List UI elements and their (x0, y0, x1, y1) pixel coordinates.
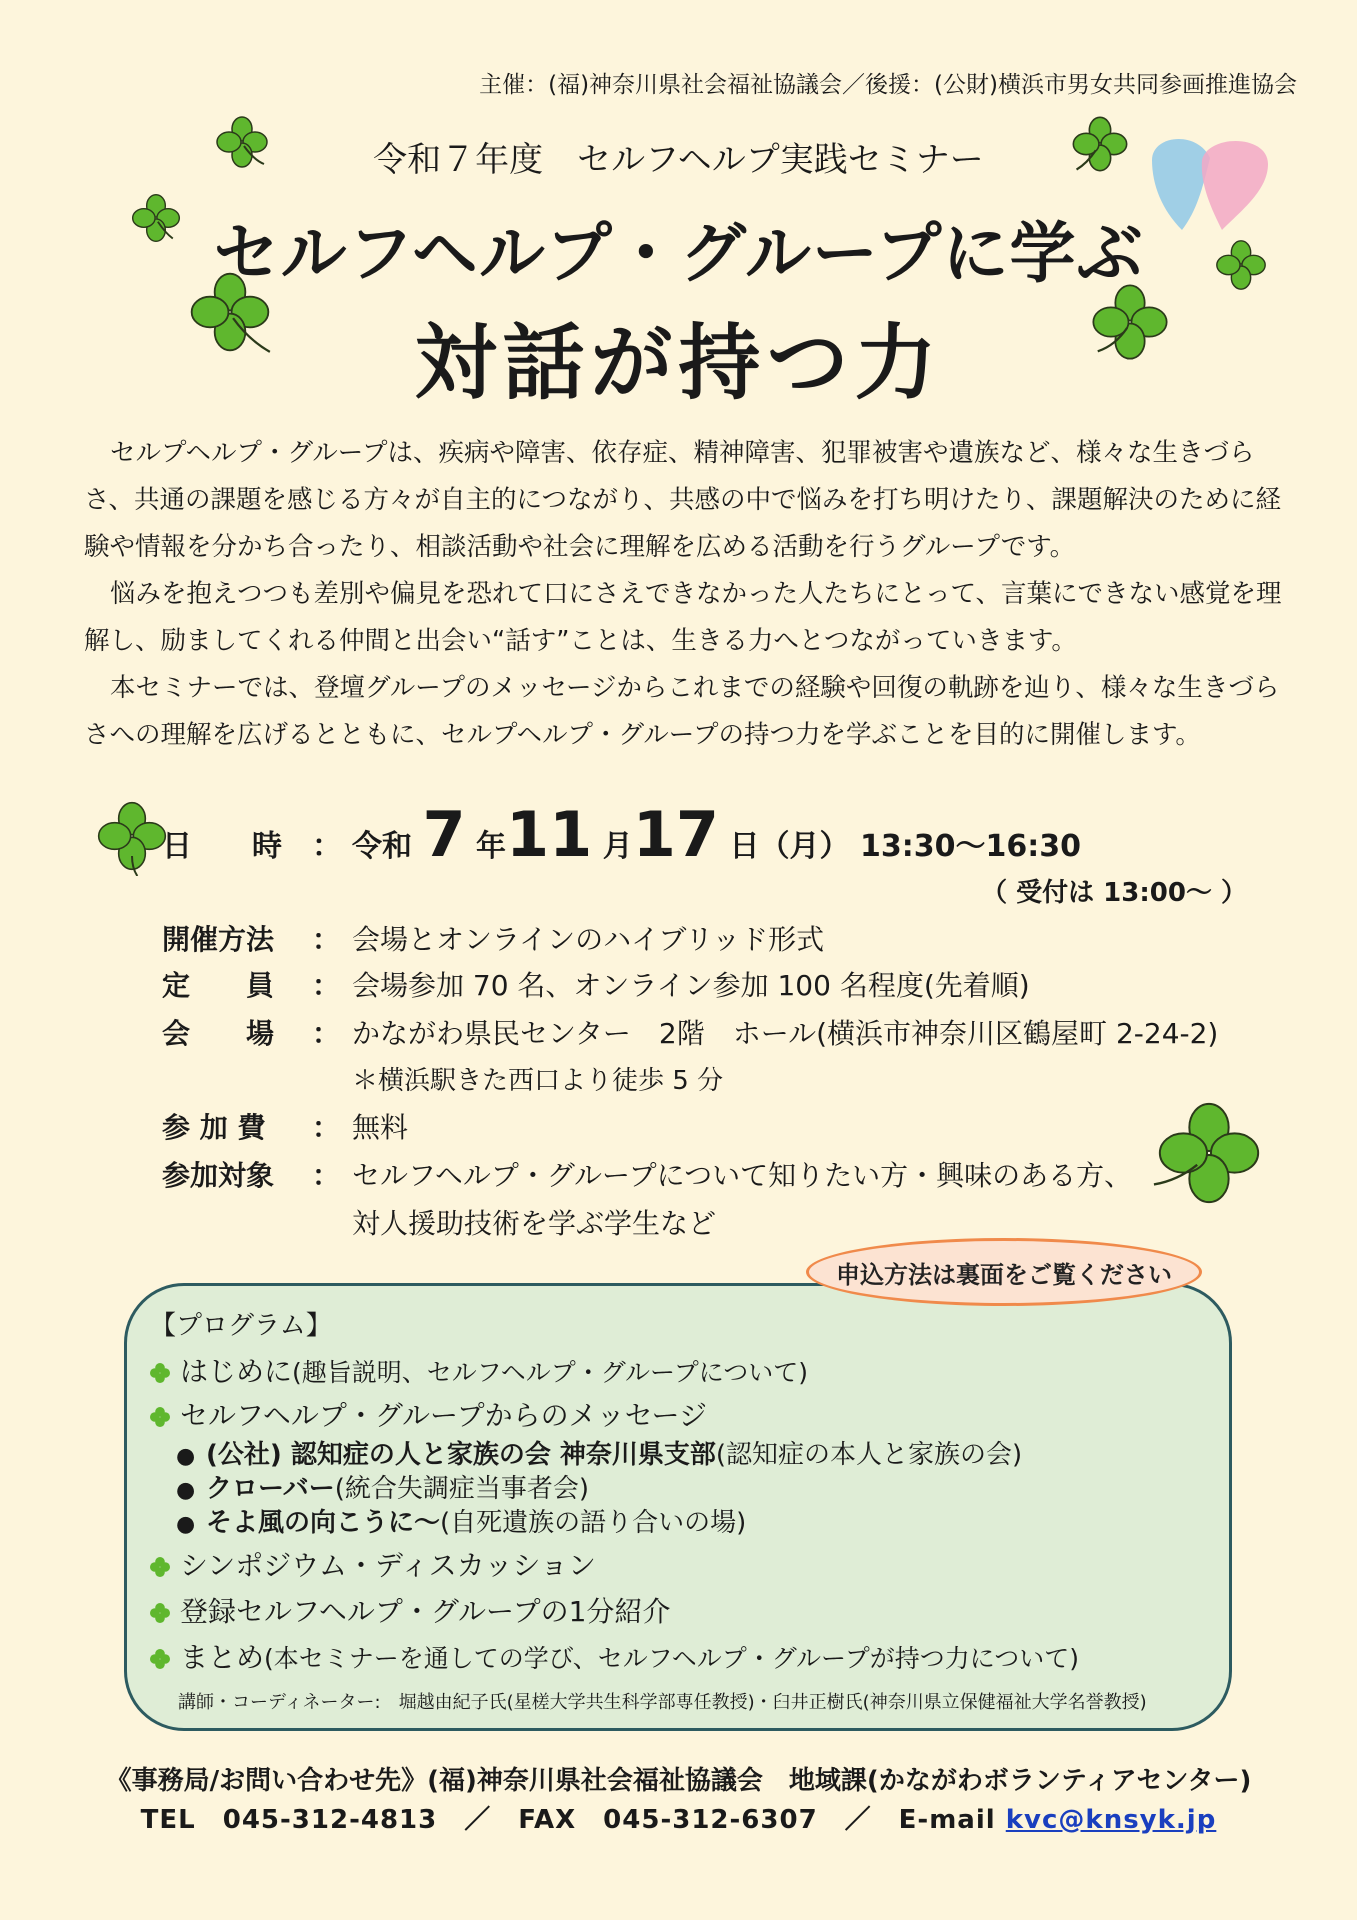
target-label: 参加対象 (162, 1159, 275, 1192)
subitem-detail: (自死遺族の語り合いの場) (440, 1508, 747, 1538)
subitem-detail: (認知症の本人と家族の会) (715, 1440, 1023, 1470)
separator: ： (312, 829, 342, 864)
subitem-title: クローバー (206, 1474, 335, 1504)
capacity-value: 会場参加 70 名、オンライン参加 100 名程度(先着順) (352, 969, 1030, 1002)
date-time: 13:30〜16:30 (859, 829, 1081, 864)
separator: ： (312, 1159, 341, 1192)
capacity-row (162, 964, 1030, 1004)
fee-label: 参 加 費 (162, 1111, 266, 1144)
separator: ： (312, 1017, 341, 1050)
program-item (148, 1350, 808, 1390)
venue-note: ＊横浜駅きた西口より徒歩 5 分 (352, 1066, 724, 1096)
main-title: セルフヘルプ・グループに学ぶ (213, 215, 1144, 292)
program-item-title: まとめ (180, 1641, 265, 1674)
clover-icon (148, 1601, 172, 1625)
date-year-unit: 年 (476, 829, 507, 864)
date-day: 17 (632, 798, 720, 871)
program-item (148, 1590, 670, 1630)
date-weekday: （月） (759, 829, 850, 864)
bullet-icon: ● (176, 1478, 196, 1503)
separator: ： (312, 923, 341, 956)
target-value: セルフヘルプ・グループについて知りたい方・興味のある方、 (352, 1159, 1133, 1192)
program-item-detail: (本セミナーを通しての学び、セルフヘルプ・グループが持つ力について) (264, 1644, 1080, 1673)
method-value: 会場とオンラインのハイブリッド形式 (352, 923, 825, 956)
program-subitem (176, 1468, 589, 1505)
program-heading: 【プログラム】 (150, 1311, 332, 1341)
venue-row (162, 1012, 1218, 1052)
method-row (162, 918, 824, 958)
program-item-detail: (趣旨説明、セルフヘルプ・グループについて) (292, 1358, 809, 1387)
intro-paragraph: セルプヘルプ・グループは、疾病や障害、依存症、精神障害、犯罪被害や遺族など、様々な生きづらさ、共通の課題を感じる方々が自主的につながり、共感の中で悩みを打ち明けたり、課題解決のために経験や情報を分かち合ったり、相談活動や社会に理解を広める活動を行うグループです。 (84, 438, 1281, 562)
date-year: 7 (422, 798, 466, 871)
date-day-unit: 日 (729, 829, 760, 864)
clover-icon (1150, 1094, 1268, 1212)
program-item-title: セルフヘルプ・グループからのメッセージ (180, 1399, 707, 1432)
intro-paragraph: 悩みを抱えつつも差別や偏見を恐れて口にさえできなかった人たちにとって、言葉にできない感覚を理解し、励ましてくれる仲間と出会い“話す”ことは、生きる力へとつながっていきます。 (84, 579, 1282, 656)
clover-icon (92, 796, 172, 876)
capacity-label: 定 員 (162, 969, 275, 1002)
fee-row (162, 1106, 408, 1146)
program-item (148, 1544, 596, 1584)
date-label: 日 時 (162, 829, 282, 864)
method-label: 開催方法 (162, 923, 275, 956)
tel-fax: TEL 045-312-4813 ／ FAX 045-312-6307 ／ E-mail (140, 1805, 996, 1835)
clover-icon (148, 1405, 172, 1429)
subitem-title: (公社) 認知症の人と家族の会 神奈川県支部 (206, 1440, 716, 1470)
target-row (162, 1154, 1132, 1194)
venue-value: かながわ県民センター 2階 ホール(横浜市神奈川区鶴屋町 2-24-2) (352, 1017, 1219, 1050)
clover-icon (148, 1361, 172, 1385)
series-title: 令和７年度 セルフヘルプ実践セミナー (373, 140, 984, 180)
program-item (148, 1394, 707, 1434)
subitem-title: そよ風の向こうに〜 (206, 1508, 441, 1538)
program-subitem (176, 1434, 1022, 1471)
intro-text (84, 430, 1284, 759)
target-value-continued: 対人援助技術を学ぶ学生など (352, 1207, 717, 1240)
separator: ： (312, 1111, 341, 1144)
email-link[interactable]: kvc@knsyk.jp (1005, 1805, 1217, 1835)
separator: ： (312, 969, 341, 1002)
bullet-icon: ● (176, 1512, 196, 1537)
date-month: 11 (506, 798, 593, 871)
date-row (162, 798, 1081, 871)
date-era: 令和 (352, 829, 412, 864)
date-month-unit: 月 (602, 829, 633, 864)
clover-icon (148, 1647, 172, 1671)
fee-value: 無料 (352, 1111, 409, 1144)
organizer-credit: 主催：(福)神奈川県社会福祉協議会／後援：(公財)横浜市男女共同参画推進協会 (479, 72, 1297, 98)
program-item-title: 登録セルフヘルプ・グループの1分紹介 (180, 1595, 671, 1628)
contact-numbers (0, 1799, 1357, 1836)
program-subitem (176, 1502, 746, 1539)
clover-icon (148, 1555, 172, 1579)
intro-paragraph: 本セミナーでは、登壇グループのメッセージからこれまでの経験や回復の軌跡を辿り、様々な生きづらさへの理解を広げるとともに、セルプヘルプ・グループの持つ力を学ぶことを目的に開催します。 (84, 673, 1280, 750)
subitem-detail: (統合失調症当事者会) (334, 1474, 589, 1504)
apply-note-badge: 申込方法は裏面をご覧ください (806, 1238, 1202, 1306)
program-item-title: シンポジウム・ディスカッション (180, 1549, 596, 1582)
program-item-title: はじめに (180, 1355, 293, 1388)
lecturers-note: 講師・コーディネーター: 堀越由紀子氏(星槎大学共生科学部専任教授)・臼井正樹氏(神奈川県立保健福祉大学名誉教授) (178, 1692, 1147, 1713)
main-subtitle: 対話が持つ力 (414, 316, 943, 411)
bullet-icon: ● (176, 1444, 196, 1469)
contact-line: 《事務局/お問い合わせ先》(福)神奈川県社会福祉協議会 地域課(かながわボランティアセンター) (105, 1766, 1252, 1796)
reception-time: （ 受付は 13:00〜 ） (981, 878, 1247, 908)
venue-label: 会 場 (162, 1017, 275, 1050)
program-item (148, 1636, 1079, 1676)
